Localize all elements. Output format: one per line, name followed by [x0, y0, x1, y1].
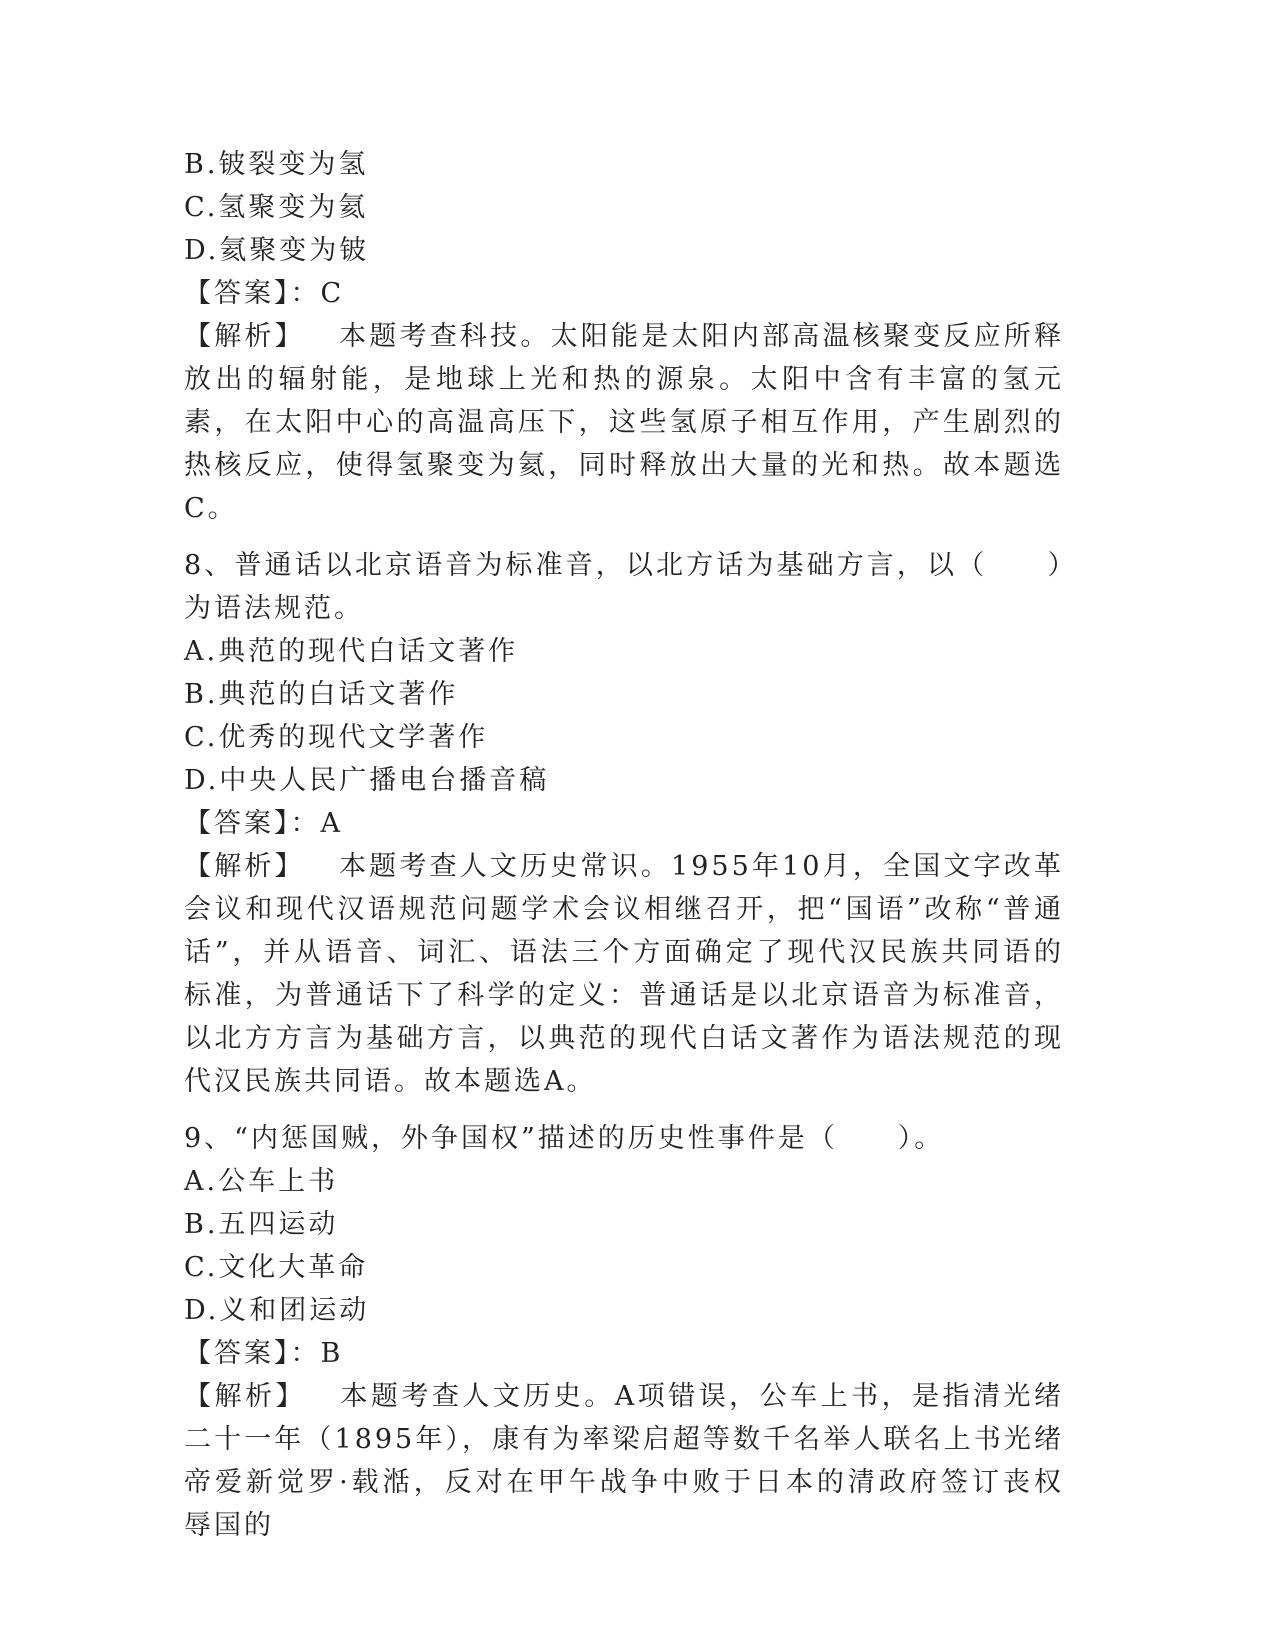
q9-option-b: B.五四运动 — [184, 1209, 339, 1240]
q7-analysis-label: 【解析】 — [184, 321, 305, 352]
q9-option-a: A.公车上书 — [184, 1166, 339, 1197]
q7-option-d: D.氦聚变为铍 — [184, 235, 370, 266]
q9-question: 9、“内惩国贼，外争国权”描述的历史性事件是（ ）。 — [184, 1123, 945, 1154]
q9-option-d: D.义和团运动 — [184, 1295, 370, 1326]
q8-analysis-label: 【解析】 — [184, 851, 305, 882]
q8-option-d: D.中央人民广播电台播音稿 — [184, 765, 550, 796]
q8-question: 8、普通话以北京语音为标准音，以北方话为基础方言，以（ ）为语法规范。 — [184, 550, 1064, 624]
q9-analysis-label: 【解析】 — [184, 1381, 306, 1412]
q9-analysis — [184, 1375, 1064, 1547]
q9-answer-label: 【答案】 — [184, 1338, 291, 1369]
q7-answer-label: 【答案】 — [184, 278, 291, 309]
q9-answer-value: ：B — [290, 1338, 344, 1369]
q8-answer-value: ：A — [290, 808, 343, 839]
q8-answer-label: 【答案】 — [184, 808, 291, 839]
q7-option-b: B.铍裂变为氢 — [184, 149, 369, 180]
q9-analysis-text: 本题考查人文历史。A项错误，公车上书，是指清光绪二十一年（1895年），康有为率梁启超等数千名举人联名上书光绪帝爱新觉罗·载湉，反对在甲午战争中败于日本的清政府签订丧权辱国的 — [184, 1381, 1065, 1541]
document-content — [184, 143, 1064, 1547]
q7-analysis — [184, 315, 1064, 530]
q9-option-c: C.文化大革命 — [184, 1252, 369, 1283]
q9-answer — [184, 1332, 1064, 1375]
q8-analysis-text: 本题考查人文历史常识。1955年10月，全国文字改革会议和现代汉语规范问题学术会议相继召开，把“国语”改称“普通话”，并从语音、词汇、语法三个方面确定了现代汉民族共同语的标准，为普通话下了科学的定义：普通话是以北京语音为标准音，以北方方言为基础方言，以典范的现代白话文著作为语法规范的现代汉民族共同语。故本题选A。 — [184, 851, 1064, 1097]
q8-answer — [184, 802, 1064, 845]
q7-answer-value: ：C — [290, 278, 345, 309]
q7-answer — [184, 272, 1064, 315]
q8-option-a: A.典范的现代白话文著作 — [184, 636, 519, 667]
q8-option-c: C.优秀的现代文学著作 — [184, 722, 489, 753]
q7-analysis-text: 本题考查科技。太阳能是太阳内部高温核聚变反应所释放出的辐射能，是地球上光和热的源泉。太阳中含有丰富的氢元素，在太阳中心的高温高压下，这些氢原子相互作用，产生剧烈的热核反应，使得氢聚变为氦，同时释放出大量的光和热。故本题选C。 — [184, 321, 1065, 524]
q8-analysis — [184, 845, 1064, 1103]
q7-option-c: C.氢聚变为氦 — [184, 192, 369, 223]
q8-option-b: B.典范的白话文著作 — [184, 679, 459, 710]
